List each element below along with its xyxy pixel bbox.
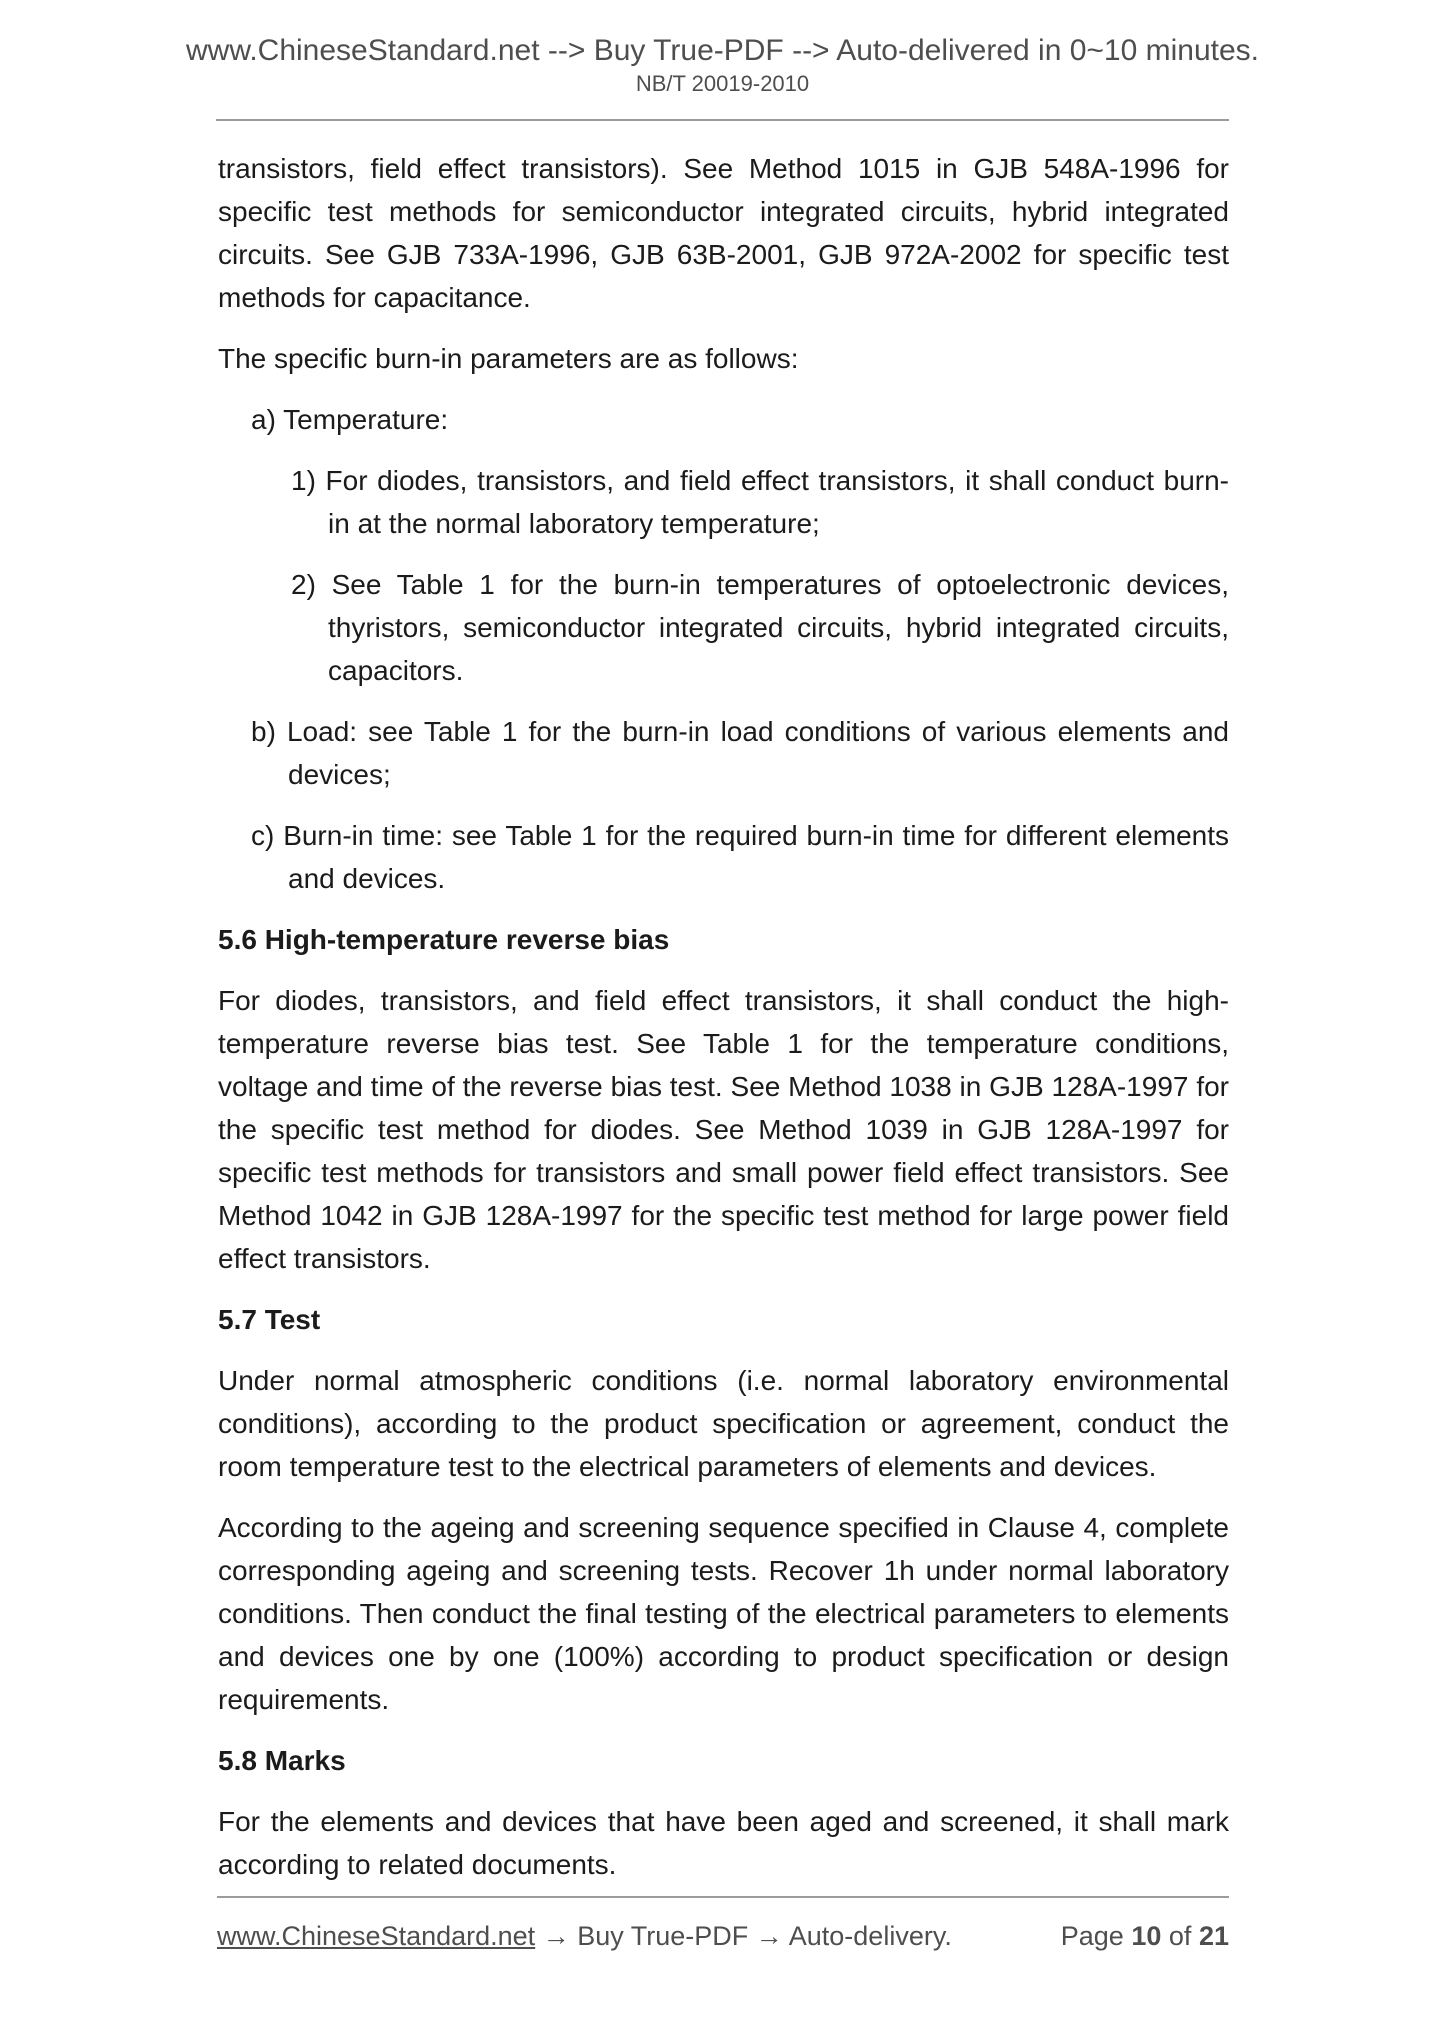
header-banner: www.ChineseStandard.net --> Buy True-PDF --> Auto-delivered in 0~10 minutes. [185,34,1260,67]
paragraph: For diodes, transistors, and field effect transistors, it shall conduct the high-temperature reverse bias test. See Table 1 for the temperature conditions, voltage and time of the reverse bias test. See Method 1038 in GJB 128A-1997 for the specific test method for diodes. See Method 1039 in GJB 128A-1997 for specific test methods for transistors and small power field effect transistors. See Method 1042 in GJB 128A-1997 for the specific test method for large power field effect transistors. [218,985,1229,1274]
page-footer [217,1896,1229,1952]
paragraph: According to the ageing and screening sequence specified in Clause 4, complete corresponding ageing and screening tests. Recover 1h under normal laboratory conditions. Then conduct the final testing of the electrical parameters to elements and devices one by one (100%) according to product specification or design requirements. [218,1512,1229,1715]
section-heading: 5.6 High-temperature reverse bias [218,924,670,955]
footer-delivery-line [217,1920,952,1952]
standard-number-heading: NB/T 20019-2010 [635,71,810,96]
page-label: Page [1060,1921,1124,1951]
page-current: 10 [1131,1921,1162,1951]
section-heading: 5.8 Marks [218,1745,346,1776]
list-item: a) Temperature: [251,404,449,435]
list-item: 2) See Table 1 for the burn-in temperatures of optoelectronic devices, thyristors, semiconductor integrated circuits, hybrid integrated circuits, capacitors. [291,569,1229,686]
paragraph: For the elements and devices that have been aged and screened, it shall mark according to related documents. [218,1806,1229,1880]
paragraph: Under normal atmospheric conditions (i.e. normal laboratory environmental conditions), according to the product specification or agreement, conduct the room temperature test to the electrical parameters of elements and devices. [218,1365,1229,1482]
page-total: 21 [1198,1921,1229,1951]
list-item: b) Load: see Table 1 for the burn-in load conditions of various elements and devices; [251,716,1229,790]
site-link[interactable]: www.ChineseStandard.net [217,1921,536,1951]
paragraph: The specific burn-in parameters are as follows: [218,343,799,374]
list-item: 1) For diodes, transistors, and field effect transistors, it shall conduct burn-in at the normal laboratory temperature; [291,465,1229,539]
list-item: c) Burn-in time: see Table 1 for the required burn-in time for different elements and devices. [251,820,1229,894]
page-indicator [1061,1920,1229,1952]
document-body [218,121,1229,1904]
footer-delivery-text: → Buy True-PDF → Auto-delivery. [542,1921,952,1951]
paragraph: transistors, field effect transistors). See Method 1015 in GJB 548A-1996 for specific test methods for semiconductor integrated circuits, hybrid integrated circuits. See GJB 733A-1996, GJB 63B-2001, GJB 972A-2002 for specific test methods for capacitance. [218,153,1229,313]
of-label: of [1168,1921,1192,1951]
section-heading: 5.7 Test [218,1304,321,1335]
